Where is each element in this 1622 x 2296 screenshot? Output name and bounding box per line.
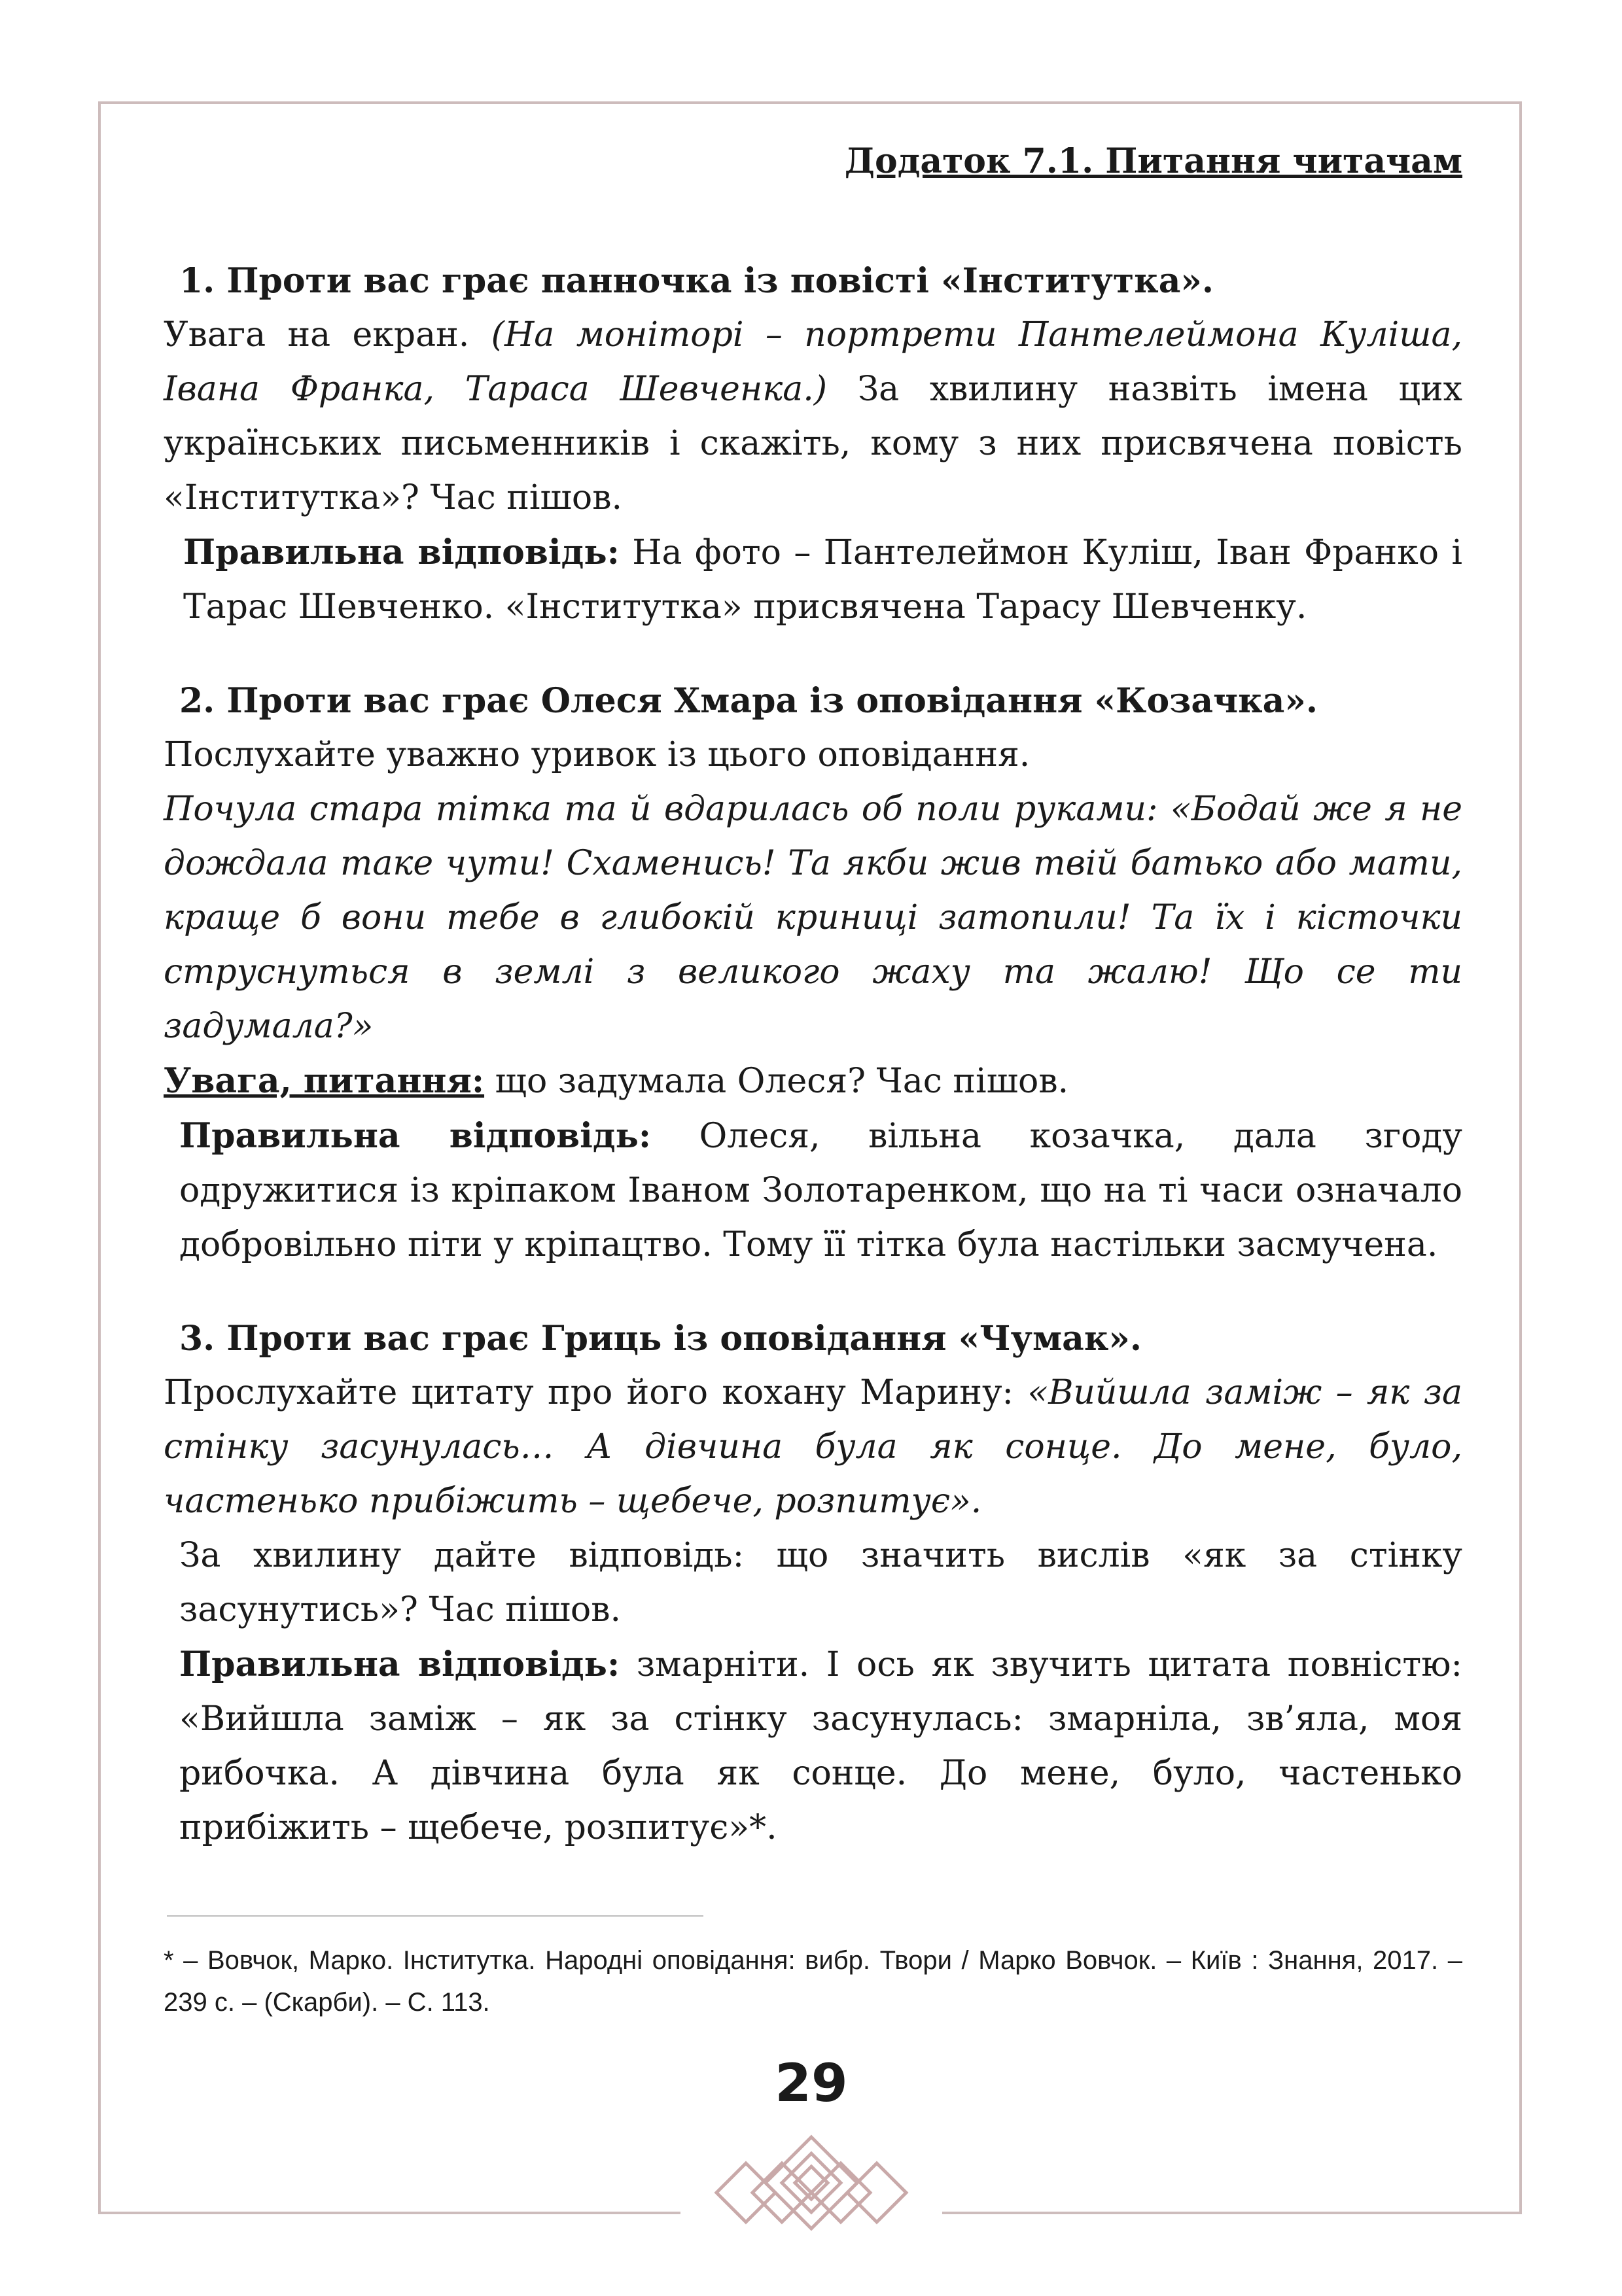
diamond-knot-ornament-icon (703, 2134, 919, 2232)
question-1-answer-text: На фото – Пантелеймон Куліш, Іван Франко і Тарас Шевченко. «Інститутка» присвячена Тарасу Шевченку. (183, 533, 1462, 627)
question-3-intro (164, 1366, 1462, 1529)
question-1-intro-rest: За хвилину назвіть імена цих українських письменників і скажіть, кому з них присвячена повість «Інститутка»? Час пішов. (164, 370, 1462, 517)
question-1-title: 1. Проти вас грає панночка із повісті «Інститутка». (179, 261, 1214, 301)
footnote-divider (167, 1915, 703, 1917)
question-2-quote (164, 782, 1462, 1054)
question-1-intro-text: Увага на екран. (164, 315, 491, 355)
question-3-title: 3. Проти вас грає Гриць із оповідання «Чумак». (179, 1319, 1142, 1359)
question-2-answer-text: Олеся, вільна козачка, дала згоду одружитися із кріпаком Іваном Золотаренком, що на ті часи означало добровільно піти у кріпацтво. Тому її тітка була настільки засмучена. (179, 1117, 1462, 1264)
page-number: 29 (775, 2053, 848, 2113)
question-2-title: 2. Проти вас грає Олеся Хмара із оповідання «Козачка». (179, 681, 1318, 721)
question-3-task: За хвилину дайте відповідь: що значить вислів «як за стінку засунутись»? Час пішов. (179, 1536, 1462, 1629)
appendix-title: Додаток 7.1. Питання читачам (844, 141, 1462, 181)
question-1-answer (164, 525, 1462, 635)
question-3-answer (164, 1637, 1462, 1855)
question-1-intro-italic: (На моніторі – портрети Пантелеймона Куліша, Івана Франка, Тараса Шевченка.) (164, 315, 1462, 409)
question-3-intro-text: Прослухайте цитату про його кохану Марину: (164, 1373, 1028, 1412)
question-1-answer-label: Правильна відповідь: (183, 532, 620, 572)
question-2-attention-text: що задумала Олеся? Час пішов. (484, 1062, 1069, 1101)
page-content (164, 134, 1462, 1855)
question-3-intro-quote: «Вийшла заміж – як за стінку засунулась… А дівчина була як сонце. До мене, було, частенько прибіжить – щебече, розпитує». (164, 1373, 1463, 1521)
question-2-attention-label: Увага, питання: (164, 1061, 485, 1101)
footnote: * – Вовчок, Марко. Інститутка. Народні оповідання: вибр. Твори / Марко Вовчок. – Київ : Знання, 2017. – 239 с. – (Скарби). – С. 113. (164, 1946, 1462, 2017)
question-2-attention (164, 1054, 1462, 1109)
question-2-intro: Послухайте уважно уривок із цього оповідання. (164, 735, 1031, 774)
question-3-answer-label: Правильна відповідь: (179, 1644, 620, 1684)
question-2-answer-label: Правильна відповідь: (179, 1116, 652, 1156)
question-1-intro (164, 308, 1462, 525)
question-3-answer-text: змарніти. І ось як звучить цитата повністю: «Вийшла заміж – як за стінку засунулась: змарніла, зв’яла, моя рибочка. А дівчина була як сонце. До мене, було, частенько прибіжить – щебече, розпитує»*. (179, 1645, 1462, 1847)
question-2-answer (164, 1109, 1462, 1272)
question-2-quote-text: Почула стара тітка та й вдарилась об поли руками: «Бодай же я не дождала таке чути! Схаменись! Та якби жив твій батько або мати, краще б вони тебе в глибокій криниці затопили! Та їх і кісточки струснуться в землі з великого жаху та жалю! Що се ти задумала?» (164, 790, 1462, 1046)
